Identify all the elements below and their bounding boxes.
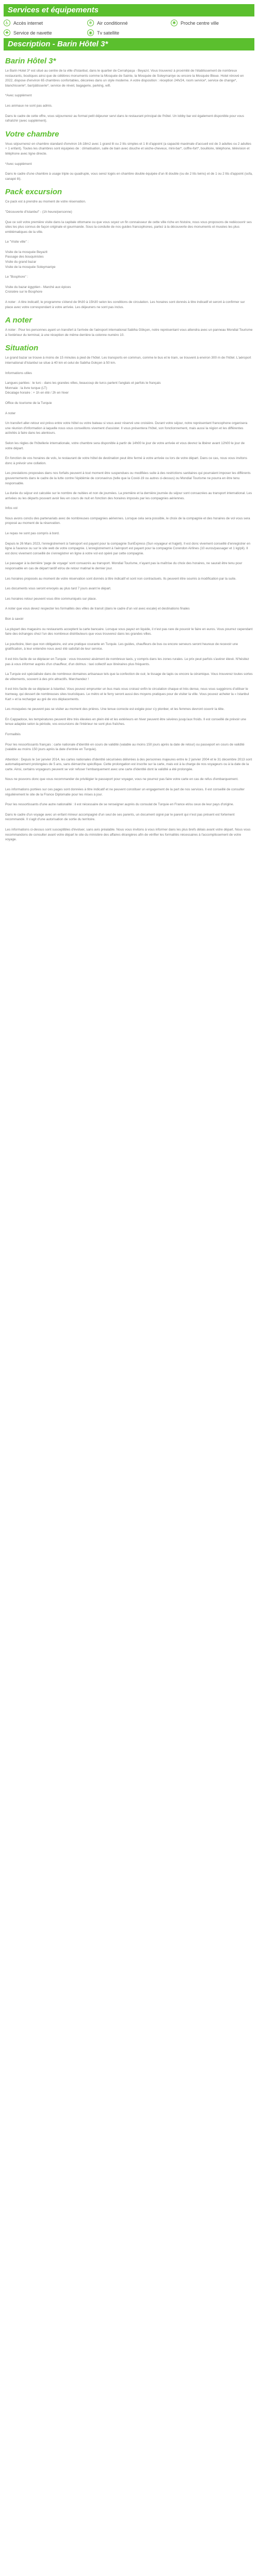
- section-paragraph: *Avec supplément: [5, 162, 32, 166]
- section-paragraph: A noter: [5, 411, 16, 415]
- section-paragraph: Le "Bosphore" :: [5, 275, 28, 279]
- section-paragraph: Nous avons conclu des partenariats avec de nombreuses compagnies aériennes. Lorsque cela sera possible, le choix de la compagnie et des horaires de vol vous sera proposé au moment de la réservation.: [5, 516, 250, 526]
- snowflake-icon: ❄: [87, 20, 94, 26]
- service-icon: ✚: [4, 29, 10, 36]
- service-label: Tv satellite: [97, 30, 120, 36]
- section-paragraph: Les mosquées ne peuvent pas se visiter au moment des prières. Une tenue correcte est exigée pour s'y plonber, et les femmes devront couvrir la tête.: [5, 707, 224, 711]
- section-paragraph: "Découverte d'Istanbul" - (1h heure/personne): [5, 210, 72, 214]
- service-label: Service de navette: [13, 30, 52, 36]
- service-label: Accès internet: [13, 20, 43, 26]
- section-paragraph: Le passager à la dernière 'page de voyage' sont consacrés au transport. Mondial Tourisme, n'ayant pas la maîtrise du choix des horaires, ne saurait être tenu pour responsable en cas de départ tardif et/ou de retour matinal le dernier jour.: [5, 562, 243, 571]
- restaurant-icon: ✱: [171, 20, 178, 26]
- section-paragraph: Les prestations proposées dans nos forfaits peuvent à tout moment être suspendues ou modifiées suite à des restrictions sanitaires qui pourraient imposer les différents gouvernements dans le cadre de la lutte contre l'épidémie de coronavirus (telle que la Covid-19 ou autres ci-dessus) ou Mondial Tourisme ne pourra en être tenu responsable.: [5, 471, 251, 485]
- section-paragraph: Les informations ci-dessus sont susceptibles d'évoluer, sans avis préalable. Nous vous invitons à vous informer dans les plus brefs délais avant votre départ. Nous vous recommandons de consulter avant votre départ le site du ministère des affaires étrangères afin de vérifier les formalités nécessaires à l'accomplissement de votre voyage.: [5, 828, 251, 842]
- section-paragraph: Dans le cadre d'un voyage avec un enfant mineur accompagné d'un seul de ses parents, un document signé par le parent qui n'est pas présent est fortement recommandé. Il s'agit d'une autorisation de sortie du territoire.: [5, 812, 235, 822]
- service-item: [87, 20, 171, 26]
- section-paragraph: Visite de la mosquée Beyazit Passage des bouquinistes Visite du grand bazar Visite de la mosquée Soleymaniye: [5, 250, 56, 269]
- service-item: [4, 29, 87, 36]
- section-heading: A noter: [5, 316, 32, 325]
- section-paragraph: Office du tourisme de la Turquie: [5, 401, 52, 405]
- section-paragraph: Ce pack est à prendre au moment de votre réservation.: [5, 200, 86, 204]
- section-paragraph: Les informations portées sur ces pages sont données à titre indicatif et ne peuvent constituer un engagement de la part de nos services. Il est conseillé de consulter régulièrement le site de la France Diplomatie pour les mises à jour.: [5, 788, 245, 796]
- section-paragraph: Le "Visite ville" :: [5, 240, 29, 244]
- section-paragraph: Informations utiles: [5, 371, 32, 375]
- section-paragraph: Visite du bazar égyptien - Marché aux épices Croisière sur le Bosphore: [5, 285, 71, 294]
- section-paragraph: La durée du séjour est calculée sur le nombre de nuitées et non de journées. La première et la dernière journée du séjour sont consacrées au transport international. Les arrivées ou les départs pouvant avoir lieu en cours de nuit en fonction des horaires imposés par les compagnies aériennes.: [5, 492, 252, 500]
- section-paragraph: A noter : A titre indicatif, le programme s'étend de 9h30 à 15h30 selon les conditions de circulation. Les horaires sont donnés à titre indicatif et seront à confirmer sur place avec votre correspondant à votre arrivée. Les déjeuners ne sont pas inclus.: [5, 300, 245, 309]
- section-paragraph: Le grand bazar se trouve à moins de 15 minutes à pied de l'hôtel. Les transports en commun, comme le bus et le tram, se trouvent à environ 300 m de l'hôtel. L'aéroport international d'Istanbul se situe à 40 km et celui de Sabiha Gokçen à 50 km.: [5, 356, 251, 365]
- section-heading: Barin Hôtel 3*: [5, 57, 56, 65]
- section-paragraph: A noter : Pour les personnes ayant un transfert à l'arrivée de l'aéroport international Sabiha Gökçen, notre représentant vous attendra avec un panneau Mondial Tourisme à l'extérieur du terminal, à une réception de même derrière la colonne numéro 10.: [5, 328, 253, 337]
- section-paragraph: La Turquie est spécialisée dans de nombreux domaines artisanaux tels que la confection de cuir, le tissage de tapis ou encore la céramique. Vous trouverez toutes sortes de vêtements, souvent à des prix attractifs. Marchandez !: [5, 672, 253, 681]
- section-paragraph: Selon les règles de l'hôtellerie internationale, votre chambre sera disponible à partir de 14h00 le jour de votre arrivée et vous devrez la libérer avant 12h00 le jour de votre départ.: [5, 441, 245, 450]
- section-paragraph: Que ce soit votre première visite dans la capitale ottomane ou que vous soyez un fin connaisseur de cette ville riche en histoire, nous vous proposons de redécouvrir ses sites les plus connus de façon originale et gourmande. Sous la conduite de nos guides francophones, partez à la découverte des monuments et musées les plus emblématiques de la ville.: [5, 220, 252, 234]
- section-paragraph: Les animaux ne sont pas admis.: [5, 104, 53, 108]
- section-paragraph: A noter que vous devez respecter les formalités des villes de transit (dans le cadre d'un vol avec escale) et destinations finales: [5, 607, 190, 611]
- section-paragraph: Les horaires proposés au moment de votre réservation sont donnés à titre indicatif et sont non contractuels. Ils peuvent être soumis à modification par la suite.: [5, 577, 236, 581]
- section-paragraph: Vous séjournerez en chambre standard d'environ 16-18m2 avec 1 grand lit ou 2 lits simples et 1 lit d'appoint (a capacité maximale d'accueil est de 3 adultes ou 2 adultes + 1 enfant). Toutes les chambres sont équipées de : climatisation, salle de bain avec douche et sèche-cheveux, mini-bar*, coffre-fort*, bouilloire, téléphone, télévision et téléphone avec ligne directe.: [5, 142, 251, 156]
- section-paragraph: *Avec supplément: [5, 94, 32, 98]
- section-paragraph: Les documents vous seront envoyés au plus tard 7 jours avant le départ.: [5, 587, 111, 591]
- wheelchair-icon: ♿: [4, 20, 10, 26]
- section-paragraph: Langues parlées : le turc - dans les grandes villes, beaucoup de turcs parlent l'anglais et parfois le français Monnaie : la livre turque (LT) Décalage horaire : + 1h en été / 2h en hiver: [5, 381, 161, 395]
- description-bar: Description - Barin Hôtel 3*: [4, 38, 254, 50]
- section-paragraph: Il est très facile de se déplacer en Turquie : vous trouverez aisément de nombreux taxis, y compris dans les zones rurales. Le prix peut parfois s'avérer élevé. N'hésitez pas à vous informer auprès d'un chauffeur, d'un dolmus : taxi collectif aux itinéraires plus fréquents.: [5, 657, 249, 666]
- section-paragraph: En Cappadoce, les températures peuvent être très élevées en plein été et les extérieurs en hiver peuvent être sévères jusqu'aux froids. Il est conseillé de prévoir une tenue adaptée selon la période, vos excursions de l'intérieur ne sont plus fraîches.: [5, 717, 246, 726]
- services-bar: Services et équipements: [4, 4, 254, 16]
- section-paragraph: Pour les ressortissants français : carte nationale d'identité en cours de validité (valable au moins 150 jours après la date de retour) ou passeport en cours de validité (valable au moins 150 jours après la date d'entrée en Turquie).: [5, 742, 245, 752]
- section-paragraph: Le pourboire, bien que non obligatoire, est une pratique courante en Turquie. Les guides, chauffeurs de bus ou encore serveurs seront heureux de recevoir une gratification, à leur entendre nous avez été satisfait de leur service.: [5, 642, 238, 651]
- section-paragraph: Dans le cadre d'une chambre à usage triple ou quadruple, vous serez logés en chambre double équipée d'un lit double (ou de 2 lits twins) et de 1 ou 2 lits d'appoint (sofa, canapé lit).: [5, 172, 253, 181]
- wifi-icon: ◉: [87, 29, 94, 36]
- service-item: [87, 29, 171, 36]
- section-paragraph: Les horaires retour peuvent vous être communiqués sur place.: [5, 597, 97, 601]
- service-label: Air conditionné: [97, 20, 128, 26]
- section-paragraph: Le repas ne sont pas compris à bord.: [5, 532, 60, 536]
- section-paragraph: Bon à savoir: [5, 617, 24, 621]
- section-paragraph: Un transfert aller-retour est prévu entre votre hôtel ou votre bateau si vous avez réservé une croisière. Durant votre séjour, notre représentant francophone organisera une réunion d'information à laquelle nous vous conseillons vivement d'assister. Il vous présentera l'hôtel, son fonctionnement, mais aussi la région et les différentes activités à faire dans les alentours.: [5, 421, 248, 435]
- section-paragraph: Le Barin Hotel 3* est situé au centre de la ville d'Istanbul, dans le quartier de Cerrahpaşa - Beyazıt. Vous trouverez à proximité de l'établissement de nombreux restaurants, boutiques ainsi que de célèbres monuments comme la Mosquée de Sainte, la Mosquée de Soleymaniye ou encore la Mosquée Bleue. Hotel rénové en 2022, dispose d'environ 65 chambres confortables, décorées dans un style moderne. A votre disposition : réception 24h/24, room service*, service de change*, blanchisserie*, bar/pâtisserie*, service de réveil, bagagerie, parking, wifi.: [5, 69, 244, 88]
- section-paragraph: En fonction de vos horaires de vols, le restaurant de votre hôtel de destination peut être fermé à votre arrivée ou lors de votre départ. Dans ce cas, nous vous invitons donc à prévoir une collation.: [5, 456, 247, 465]
- services-grid: [4, 20, 254, 36]
- section-heading: Situation: [5, 344, 39, 353]
- section-heading: Votre chambre: [5, 129, 59, 139]
- page: [0, 4, 258, 858]
- section-paragraph: Attention : Depuis le 1er janvier 2014, les cartes nationales d'identité sécurisées délivrées à des personnes majeures entre le 2 janvier 2004 et le 31 décembre 2013 sont automatiquement prolongées de 5 ans, sans démarche spécifique. Cette prolongation est inscrite sur la carte, mais est à la charge de nos voyageurs ou à la date de la carte. Ainsi, certains voyageurs peuvent se voir refuser l'embarquement avec une carte d'identité dont la validité a été prolongée.: [5, 757, 252, 771]
- section-paragraph: Nous ne pouvons donc que vous recommander de privilégier le passeport pour voyager, vous ne pourrez pas faire votre carte en cas de refus d'embarquement.: [5, 777, 239, 782]
- section-paragraph: Dans le cadre de cette offre, vous séjournerez au format petit déjeuner servi dans le restaurant principal de l'hôtel. Un lobby bar est également disponible pour vous rafraîchir (avec supplément).: [5, 114, 244, 123]
- service-item: [4, 20, 87, 26]
- section-paragraph: Depuis le 26 Mars 2023, l'enregistrement à l'aéroport est payant pour la compagnie SunExpress (Sun voyageur et hajjeli). Il est donc vivement conseillé d'enregistrer en ligne à l'avance ou sur le site web de votre compagnie. L'enregistrement à l'aéroport est payant pour la compagnie Corendon Airlines (10 euros/passager et 1 kg/pli). Il est donc vivement conseillé de s'enregistrer en ligne à votre vol est opéré par cette compagnie.: [5, 541, 251, 555]
- section-paragraph: Infos vol: [5, 506, 18, 511]
- description-content: [0, 57, 258, 842]
- service-item: [171, 20, 254, 26]
- service-label: Proche centre ville: [181, 20, 219, 26]
- section-paragraph: Pour les ressortissants d'une autre nationalité : il est nécessaire de se renseigner auprès du consulat de Turquie en France et/ou ceux de leur pays d'origine.: [5, 803, 234, 807]
- section-heading: Pack excursion: [5, 188, 62, 197]
- section-paragraph: La plupart des magasins ou restaurants acceptent la carte bancaire. Lorsque vous payez en liquide, il n'est pas rare de pouvoir le faire en euros. Vous pourrez cependant faire des échanges chez l'un des nombreux distributeurs que vous trouverez dans les grandes villes.: [5, 627, 253, 636]
- section-paragraph: Formalités: [5, 732, 21, 736]
- section-paragraph: Il est très facile de se déplacer à Istanbul. Vous pouvez emprunter un bus mais vous croisez enfin le circulation chaque et très dense, nous vous suggérons d'utiliser le tramway, qui dessert de nombreuses sites touristiques. Le métro et le ferry seront aussi des moyens pratiques pour de visiter la ville. Vous pouvez acheter la « Istanbul Kart » et la recharger au gré de vos déplacements.: [5, 687, 249, 701]
